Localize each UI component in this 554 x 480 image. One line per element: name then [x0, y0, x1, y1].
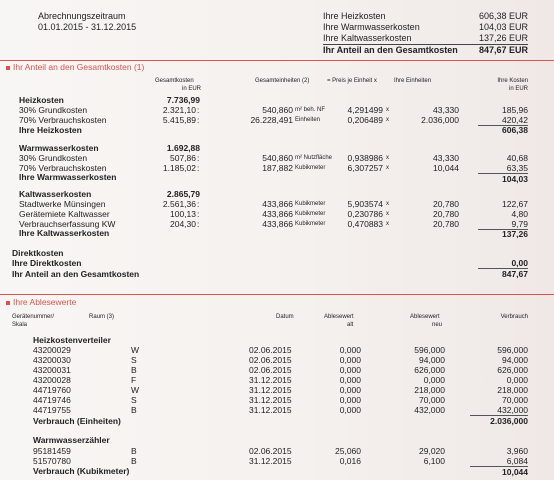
table-cell: 43200030: [33, 355, 71, 365]
table-cell: 43200031: [33, 365, 71, 375]
table-cell: :: [197, 219, 200, 229]
table-cell: 31.12.2015: [249, 375, 292, 385]
summary-warmwasser-label: Ihre Warmwasserkosten: [323, 22, 420, 32]
kaltwasser-title: Kaltwasserkosten: [19, 189, 92, 199]
warmwasser-sum-label: Ihre Warmwasserkosten: [19, 172, 117, 182]
table-cell: 185,96: [502, 105, 528, 115]
table-cell: 5.415,89: [162, 115, 196, 125]
table-cell: 02.06.2015: [249, 355, 292, 365]
table-cell: 0,000: [339, 395, 361, 405]
table-cell: 70% Verbrauchskosten: [19, 115, 107, 125]
table-cell: 30% Grundkosten: [19, 105, 88, 115]
kaltwasser-sum-label: Ihre Kaltwasserkosten: [19, 228, 110, 238]
col-skala: Skala: [12, 322, 28, 328]
table-cell: Kubikmeter: [295, 221, 326, 227]
table-cell: 0,000: [339, 365, 361, 375]
table-cell: 0,000: [339, 355, 361, 365]
col-preis: = Preis je Einheit x: [327, 78, 377, 84]
table-cell: 44719755: [33, 405, 71, 415]
table-cell: 44719760: [33, 385, 71, 395]
table-cell: S: [131, 395, 137, 405]
table-cell: 70,000: [502, 395, 528, 405]
summary-kaltwasser-label: Ihre Kaltwasserkosten: [323, 33, 412, 43]
table-cell: 20,780: [433, 209, 459, 219]
table-cell: 70,000: [419, 395, 445, 405]
section-marker-icon: [6, 66, 10, 70]
table-cell: 2.036,000: [421, 115, 459, 125]
table-cell: x: [386, 201, 389, 207]
table-cell: Ihre Ablesewerte: [13, 297, 77, 307]
table-cell: Ihr Anteil an den Gesamtkosten (1): [13, 62, 145, 72]
table-cell: 94,000: [419, 355, 445, 365]
table-cell: :: [197, 209, 200, 219]
table-cell: 0,938986: [347, 153, 383, 163]
table-cell: 40,68: [506, 153, 528, 163]
table-cell: 187,882: [262, 163, 293, 173]
table-cell: 43200029: [33, 345, 71, 355]
table-cell: 2.561,36: [162, 199, 196, 209]
table-cell: 94,000: [502, 355, 528, 365]
table-cell: Kubikmeter: [295, 201, 326, 207]
table-cell: Gerätemiete Kaltwasser: [19, 209, 110, 219]
direktkosten-sum-value: 0,00: [511, 258, 528, 268]
table-cell: 10,044: [433, 163, 459, 173]
table-cell: 596,000: [414, 345, 445, 355]
table-cell: 540,860: [262, 105, 293, 115]
table-cell: 218,000: [414, 385, 445, 395]
table-cell: 433,866: [262, 209, 293, 219]
grand-total-value: 847,67: [502, 269, 528, 279]
table-cell: 25,060: [335, 446, 361, 456]
table-cell: 596,000: [497, 345, 528, 355]
table-cell: :: [197, 199, 200, 209]
table-cell: 432,000: [414, 405, 445, 415]
table-cell: 626,000: [497, 365, 528, 375]
table-cell: 3,960: [506, 446, 528, 456]
heiz-sum-value: 2.036,000: [490, 416, 528, 426]
table-cell: 70% Verbrauchskosten: [19, 163, 107, 173]
section1-rule: [0, 60, 554, 61]
kaltwasser-total: 2.865,79: [166, 189, 200, 199]
col-gesamteinheiten: Gesamteinheiten (2): [255, 78, 310, 84]
table-cell: 6,100: [423, 456, 445, 466]
heizkosten-title: Heizkosten: [19, 95, 64, 105]
col-neu: neu: [432, 322, 443, 328]
direktkosten-title: Direktkosten: [12, 248, 64, 258]
col-ablesewert-neu: Ablesewert: [410, 314, 440, 320]
warm-sum-label: Verbrauch (Kubikmeter): [33, 466, 130, 476]
table-cell: W: [131, 345, 140, 355]
summary-heizkosten-value: 606,38 EUR: [478, 11, 528, 21]
col-alt: alt: [347, 322, 354, 328]
section2-title: [6, 297, 76, 307]
table-cell: x: [386, 165, 389, 171]
warmwasser-sum-value: 104,03: [502, 174, 528, 184]
summary-heizkosten-label: Ihre Heizkosten: [323, 11, 386, 21]
table-cell: 0,000: [339, 345, 361, 355]
summary-kaltwasser-value: 137,26 EUR: [478, 33, 528, 43]
table-cell: m² Nutzfläche: [295, 155, 333, 161]
table-cell: Stadtwerke Münsingen: [19, 199, 106, 209]
kaltwasser-sum-value: 137,26: [502, 229, 528, 239]
warmwasserzaehler-title: Warmwasserzähler: [33, 435, 110, 445]
table-cell: m² beh. NF: [295, 107, 326, 113]
table-cell: 4,80: [511, 209, 528, 219]
table-cell: 63,35: [506, 163, 528, 173]
col-datum: Datum: [276, 314, 294, 320]
table-cell: Verbrauchserfassung KW: [19, 219, 116, 229]
col-gesamtkosten-unit: in EUR: [182, 86, 202, 92]
table-cell: 420,42: [502, 115, 528, 125]
table-cell: 433,866: [262, 199, 293, 209]
table-cell: 9,79: [511, 219, 528, 229]
col-ablesewert-alt: Ablesewert: [324, 314, 354, 320]
table-cell: x: [386, 117, 389, 123]
col-gesamtkosten: Gesamtkosten: [155, 78, 194, 84]
table-cell: Kubikmeter: [295, 211, 326, 217]
table-cell: 433,866: [262, 219, 293, 229]
table-cell: 0,000: [506, 375, 528, 385]
table-cell: :: [197, 105, 200, 115]
table-cell: 31.12.2015: [249, 405, 292, 415]
table-cell: W: [131, 385, 140, 395]
table-cell: 626,000: [414, 365, 445, 375]
warm-sum-value: 10,044: [502, 467, 528, 477]
table-cell: F: [131, 375, 137, 385]
section-marker-icon: [6, 301, 10, 305]
table-cell: 6,084: [506, 456, 528, 466]
table-cell: x: [386, 211, 389, 217]
table-cell: 0,206489: [347, 115, 383, 125]
table-cell: 0,470883: [347, 219, 383, 229]
table-cell: 2.321,10: [162, 105, 196, 115]
heizkosten-sum-label: Ihre Heizkosten: [19, 125, 82, 135]
table-cell: 43,330: [433, 153, 459, 163]
table-cell: 100,13: [170, 209, 196, 219]
table-cell: 5,903574: [347, 199, 383, 209]
grand-total-label: Ihr Anteil an den Gesamtkosten: [12, 269, 140, 279]
table-cell: 26.228,491: [250, 115, 293, 125]
table-cell: x: [386, 221, 389, 227]
table-cell: 0,000: [339, 375, 361, 385]
table-cell: x: [386, 155, 389, 161]
col-raum: Raum (3): [89, 314, 115, 320]
table-cell: 02.06.2015: [249, 446, 292, 456]
table-cell: 432,000: [497, 405, 528, 415]
table-cell: 0,000: [339, 405, 361, 415]
direktkosten-sum-label: Ihre Direktkosten: [12, 258, 82, 268]
table-cell: 6,307257: [347, 163, 383, 173]
heiz-sum-label: Verbrauch (Einheiten): [33, 416, 121, 426]
table-cell: 43,330: [433, 105, 459, 115]
col-ihre-kosten-unit: in EUR: [508, 86, 528, 92]
table-cell: 4,291499: [347, 105, 383, 115]
table-cell: 507,86: [170, 153, 196, 163]
table-cell: S: [131, 355, 137, 365]
table-cell: B: [131, 365, 137, 375]
col-verbrauch: Verbrauch: [500, 314, 528, 320]
table-cell: 44719746: [33, 395, 71, 405]
table-cell: 02.06.2015: [249, 365, 292, 375]
table-cell: B: [131, 405, 137, 415]
table-cell: :: [197, 153, 200, 163]
table-cell: 20,780: [433, 199, 459, 209]
table-cell: 0,230786: [347, 209, 383, 219]
heizkostenverteiler-title: Heizkostenverteiler: [33, 335, 111, 345]
table-cell: 204,30: [170, 219, 196, 229]
period-value: 01.01.2015 - 31.12.2015: [38, 22, 137, 32]
warmwasser-total: 1.692,88: [166, 143, 200, 153]
table-cell: 31.12.2015: [249, 395, 292, 405]
table-cell: 29,020: [419, 446, 445, 456]
table-cell: 122,67: [502, 199, 528, 209]
table-cell: :: [197, 163, 200, 173]
col-geraetenummer: Gerätenummer/: [12, 314, 55, 320]
table-cell: 218,000: [497, 385, 528, 395]
table-cell: 02.06.2015: [249, 345, 292, 355]
table-cell: B: [131, 456, 137, 466]
table-cell: 0,016: [339, 456, 361, 466]
summary-total-label: Ihr Anteil an den Gesamtkosten: [323, 45, 458, 55]
table-cell: Kubikmeter: [295, 165, 326, 171]
table-cell: 30% Grundkosten: [19, 153, 88, 163]
section2-rule: [0, 294, 554, 295]
table-cell: 0,000: [339, 385, 361, 395]
heizkosten-sum-value: 606,38: [502, 125, 528, 135]
col-ihre-einheiten: Ihre Einheiten: [394, 78, 432, 84]
table-cell: 20,780: [433, 219, 459, 229]
table-cell: 95181459: [33, 446, 71, 456]
table-cell: 31.12.2015: [249, 456, 292, 466]
table-cell: Einheiten: [295, 117, 321, 123]
table-cell: 31.12.2015: [249, 385, 292, 395]
table-cell: 51570780: [33, 456, 71, 466]
table-cell: 540,860: [262, 153, 293, 163]
period-label: Abrechnungszeitraum: [38, 11, 126, 21]
table-cell: 1.185,02: [162, 163, 196, 173]
table-cell: 43200028: [33, 375, 71, 385]
table-cell: 0,000: [423, 375, 445, 385]
table-cell: x: [386, 107, 389, 113]
heizkosten-total: 7.736,99: [166, 95, 200, 105]
warmwasser-title: Warmwasserkosten: [19, 143, 99, 153]
col-ihre-kosten: Ihre Kosten: [497, 78, 528, 84]
summary-warmwasser-value: 104,03 EUR: [478, 22, 528, 32]
table-cell: B: [131, 446, 137, 456]
summary-total-value: 847,67 EUR: [478, 45, 528, 55]
table-cell: :: [197, 115, 200, 125]
section1-title: [6, 62, 144, 72]
